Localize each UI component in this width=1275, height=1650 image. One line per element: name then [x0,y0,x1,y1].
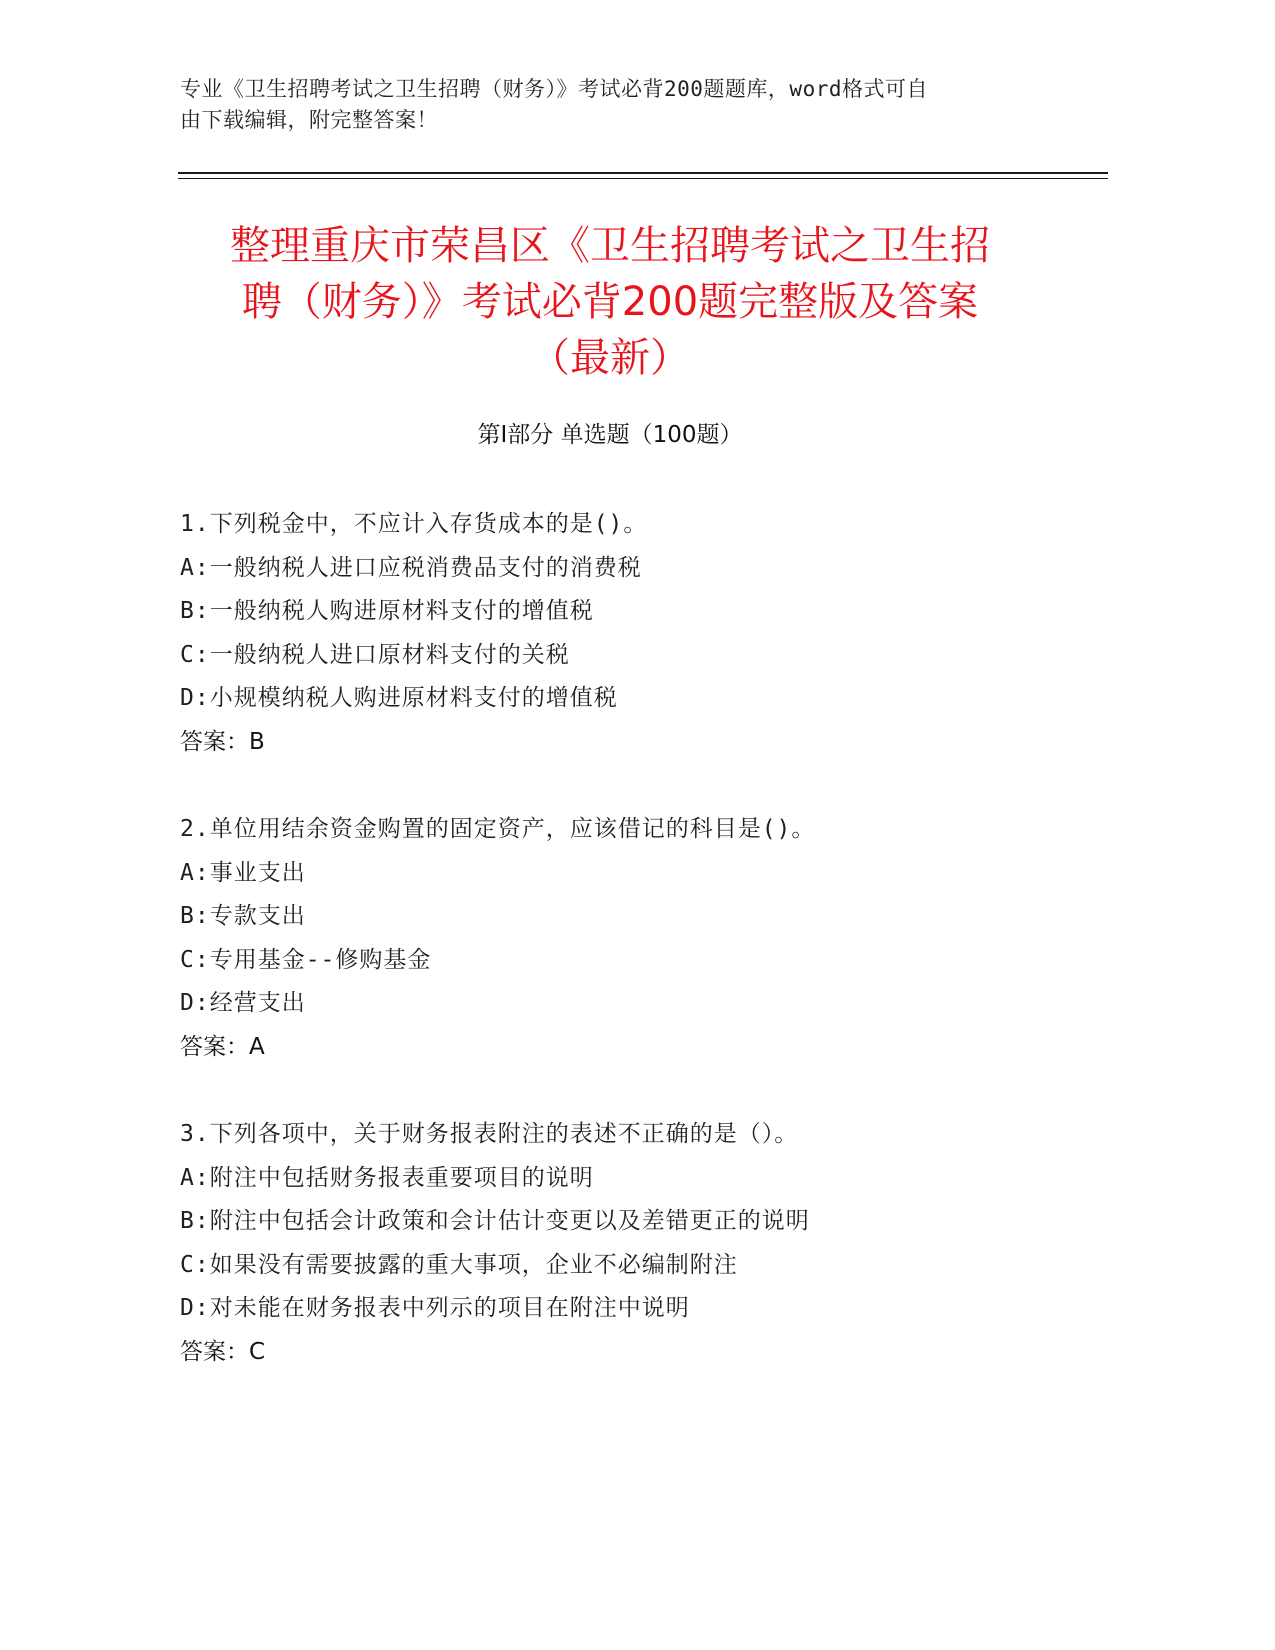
option-a: A:事业支出 [180,859,306,886]
document-title-line-1: 整理重庆市荣昌区《卫生招聘考试之卫生招 [230,223,990,269]
question-stem: 1.下列税金中，不应计入存货成本的是()。 [180,511,648,537]
answer-line: 答案：B [180,728,265,755]
option-c: C:如果没有需要披露的重大事项，企业不必编制附注 [180,1251,738,1278]
header-note [180,74,1040,136]
option-d: D:对未能在财务报表中列示的项目在附注中说明 [180,1295,690,1321]
header-note-line-2: 由下载编辑，附完整答案！ [180,108,438,132]
document-title-line-2: 聘（财务）》考试必背200题完整版及答案 [241,279,979,325]
option-c: C:一般纳税人进口原材料支付的关税 [180,641,570,668]
question-stem: 3.下列各项中，关于财务报表附注的表述不正确的是（）。 [180,1121,799,1147]
question-block [180,503,1080,764]
option-b: B:附注中包括会计政策和会计估计变更以及差错更正的说明 [180,1208,810,1234]
question-stem: 2.单位用结余资金购置的固定资产，应该借记的科目是()。 [180,816,816,842]
header-divider-thick [178,172,1108,174]
header-divider-thin [178,178,1108,179]
document-title-line-3: （最新） [530,335,690,381]
document-title [180,218,1040,386]
header-note-line-1: 专业《卫生招聘考试之卫生招聘（财务）》考试必背200题题库，word格式可自 [180,77,928,101]
option-b: B:一般纳税人购进原材料支付的增值税 [180,598,594,624]
answer-line: 答案：C [180,1338,266,1365]
question-block [180,808,1080,1069]
option-a: A:一般纳税人进口应税消费品支付的消费税 [180,554,642,581]
option-d: D:小规模纳税人购进原材料支付的增值税 [180,685,618,711]
option-d: D:经营支出 [180,990,306,1016]
section-heading: 第Ⅰ部分 单选题（100题） [477,422,743,448]
option-a: A:附注中包括财务报表重要项目的说明 [180,1164,594,1191]
question-block [180,1113,1080,1374]
answer-line: 答案：A [180,1033,265,1060]
option-b: B:专款支出 [180,903,306,929]
option-c: C:专用基金--修购基金 [180,946,432,973]
